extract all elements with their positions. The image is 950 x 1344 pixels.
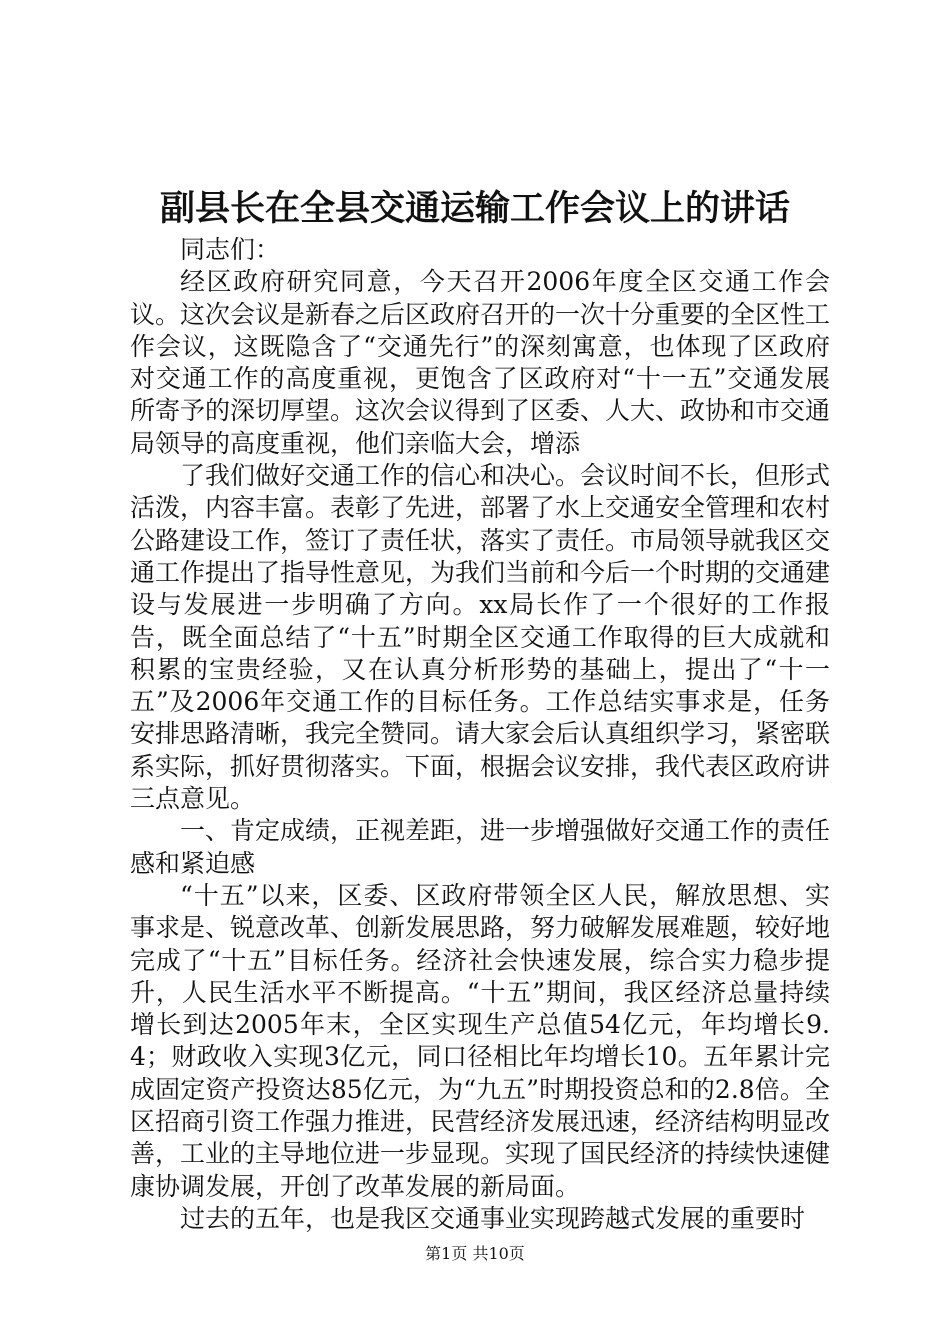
document-body	[130, 234, 830, 1235]
body-paragraph: 了我们做好交通工作的信心和决心。会议时间不长，但形式活泼，内容丰富。表彰了先进，部署了水上交通安全管理和农村公路建设工作，签订了责任状，落实了责任。市局领导就我区交通工作提出了指导性意见，为我们当前和今后一个时期的交通建设与发展进一步明确了方向。xx局长作了一个很好的工作报告，既全面总结了“十五”时期全区交通工作取得的巨大成就和积累的宝贵经验，又在认真分析形势的基础上，提出了“十一五”及2006年交通工作的目标任务。工作总结实事求是，任务安排思路清晰，我完全赞同。请大家会后认真组织学习，紧密联系实际，抓好贯彻落实。下面，根据会议安排，我代表区政府讲三点意见。	[130, 461, 831, 814]
body-paragraph: 过去的五年，也是我区交通事业实现跨越式发展的重要时	[180, 1203, 806, 1233]
page-title: 副县长在全县交通运输工作会议上的讲话	[159, 188, 790, 229]
body-paragraph: 经区政府研究同意，今天召开2006年度全区交通工作会议。这次会议是新春之后区政府召开的一次十分重要的全区性工作会议，这既隐含了“交通先行”的深刻寓意，也体现了区政府对交通工作的高度重视，更饱含了区政府对“十一五”交通发展所寄予的深切厚望。这次会议得到了区委、人大、政协和市交通局领导的高度重视，他们亲临大会，增添	[130, 267, 831, 458]
page-number-footer: 第1页 共10页	[425, 1244, 525, 1263]
salutation-paragraph: 同志们：	[180, 235, 281, 264]
body-paragraph: “十五”以来，区委、区政府带领全区人民，解放思想、实事求是、锐意改革、创新发展思路，努力破解发展难题，较好地完成了“十五”目标任务。经济社会快速发展，综合实力稳步提升，人民生活水平不断提高。“十五”期间，我区经济总量持续增长到达2005年末，全区实现生产总值54亿元，年均增长9.4；财政收入实现3亿元，同口径相比年均增长10。五年累计完成固定资产投资达85亿元，为“九五”时期投资总和的2.8倍。全区招商引资工作强力推进，民营经济发展迅速，经济结构明显改善，工业的主导地位进一步显现。实现了国民经济的持续快速健康协调发展，开创了改革发展的新局面。	[130, 880, 831, 1201]
section-heading: 一、肯定成绩，正视差距，进一步增强做好交通工作的责任感和紧迫感	[130, 816, 831, 878]
